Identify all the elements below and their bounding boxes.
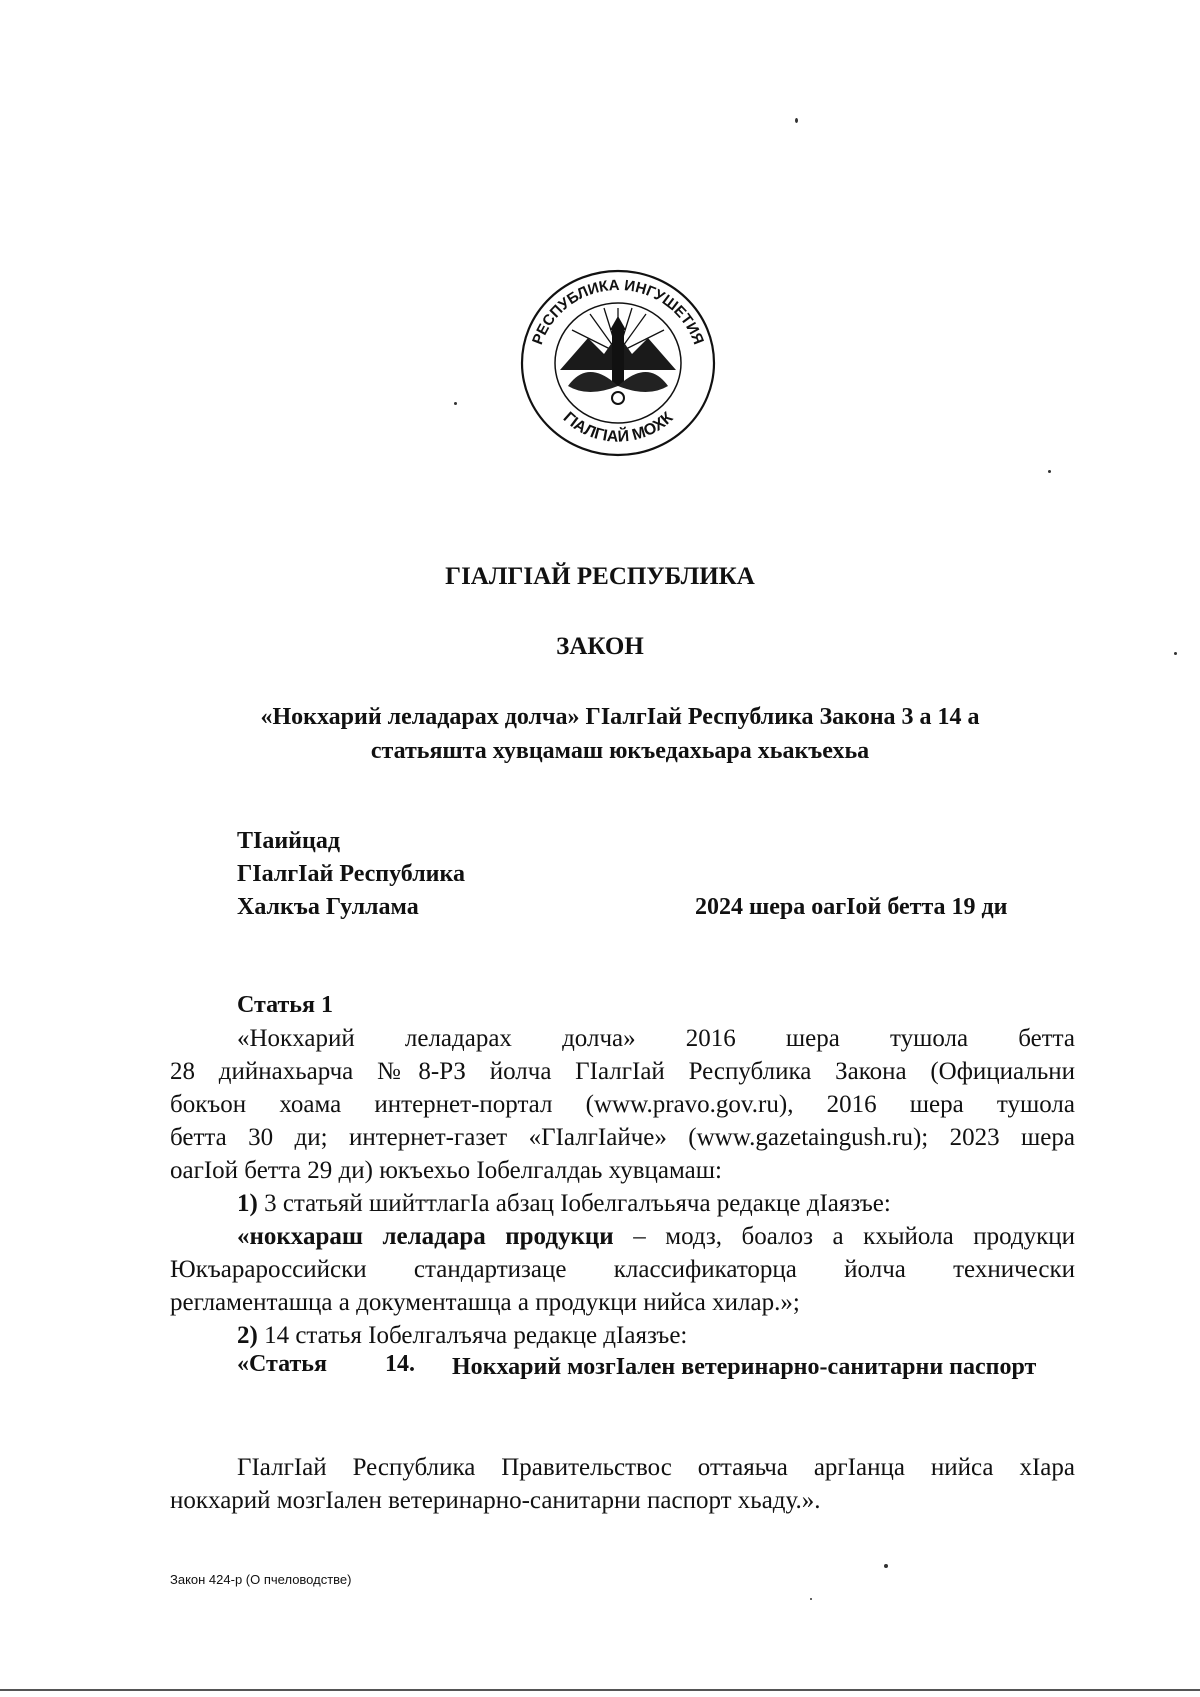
article-intro-line4: бетта 30 ди; интернет-газет «ГIалгIайче» (www.gazetaingush.ru); 2023 шера bbox=[170, 1124, 1075, 1151]
article-intro-line1: «Нокхарий леладарах долча» 2016 шера тушола бетта bbox=[237, 1025, 1075, 1052]
svg-text:ГIАЛГIАЙ МОХК bbox=[560, 409, 677, 446]
seal-icon bbox=[508, 258, 728, 468]
quoted-article-number: 14. bbox=[385, 1351, 415, 1377]
article-intro-line2: 28 дийнахьарча №8-РЗ йолча ГIалгIай Республика Закона (Официальни bbox=[170, 1058, 1075, 1085]
closing-last: нокхарий мозгIален ветеринарно-санитарни паспорт хьаду.». bbox=[170, 1487, 821, 1514]
item2-text: 14 статья Iобелгалъяча редакце дIаязъе: bbox=[257, 1322, 688, 1349]
scan-speck bbox=[884, 1564, 888, 1568]
footer-note: Закон 424-р (О пчеловодстве) bbox=[170, 1572, 352, 1587]
closing-line1: ГIалгIай Республика Правительствос оттаяьча аргIанца нийса хIара bbox=[237, 1454, 1075, 1481]
seal-text-top: РЕСПУБЛИКА ИНГУШЕТИЯ bbox=[529, 276, 707, 347]
bottom-scan-rule bbox=[0, 1689, 1200, 1691]
item1-text: 3 статьяй шийттлагIа абзац Iобелгалъьяча редакце дIаязъе: bbox=[257, 1190, 891, 1217]
scan-speck bbox=[1048, 470, 1051, 473]
adoption-date: 2024 шера оагIой бетта 19 ди bbox=[695, 894, 1008, 920]
adoption-line2: ГIалгIай Республика bbox=[237, 861, 465, 887]
item1-definition-start: – модз, боалоз а кхыйола продукци bbox=[613, 1223, 1075, 1250]
law-title-line2: статьяшта хувцамаш юкъедахьара хьакъехьа bbox=[370, 738, 870, 764]
item1-number: 1) bbox=[237, 1190, 258, 1217]
article-intro-last: оагIой бетта 29 ди) юкъехьо Iобелгалдаь хувцамаш: bbox=[170, 1157, 722, 1184]
item1-definition-line: Юкъарароссийски стандартизаце классификаторца йолча технически bbox=[170, 1256, 1075, 1283]
republic-title: ГIАЛГIАЙ РЕСПУБЛИКА bbox=[445, 563, 755, 590]
law-title-line1: «Нокхарий леладарах долча» ГIалгIай Республика Закона 3 а 14 а bbox=[260, 704, 980, 730]
quoted-article-title: Нокхарий мозгIален ветеринарно-санитарни паспорт bbox=[452, 1354, 1037, 1380]
scan-speck bbox=[454, 402, 457, 405]
article-heading: Статья 1 bbox=[237, 992, 333, 1018]
item2-number: 2) bbox=[237, 1322, 258, 1349]
item1-definition-last: регламенташца а документашца а продукци нийса хилар.»; bbox=[170, 1289, 800, 1316]
quoted-article-word: «Статья bbox=[237, 1351, 327, 1377]
item1-term: «нокхараш леладара продукци bbox=[237, 1223, 614, 1250]
article-intro-line3: бокъон хоама интернет-портал (www.pravo.gov.ru), 2016 шера тушола bbox=[170, 1091, 1075, 1118]
scan-speck bbox=[1174, 652, 1177, 655]
item2-heading bbox=[237, 1319, 687, 1352]
adoption-authority bbox=[237, 825, 465, 924]
seal-text-bottom: ГIАЛГIАЙ МОХК bbox=[559, 409, 677, 446]
document-type: ЗАКОН bbox=[556, 633, 644, 660]
item1-heading bbox=[237, 1187, 891, 1220]
adoption-line1: ТIаийцад bbox=[237, 828, 340, 854]
scan-speck bbox=[810, 1598, 812, 1600]
adoption-line3: Халкъа Гуллама bbox=[237, 894, 419, 920]
scan-speck bbox=[795, 118, 798, 123]
law-title bbox=[170, 700, 1070, 768]
item1-definition-first bbox=[237, 1220, 1075, 1253]
